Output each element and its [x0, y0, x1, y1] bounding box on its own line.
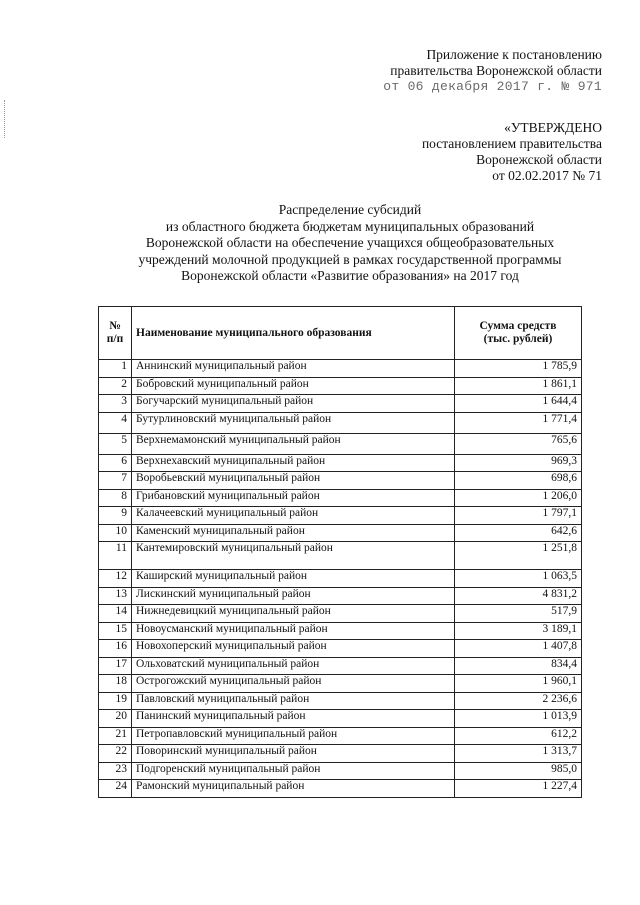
row-amount: 765,6 [455, 433, 582, 454]
row-amount: 1 785,9 [455, 360, 582, 378]
table-row [99, 692, 582, 710]
row-number: 17 [99, 657, 132, 675]
row-amount: 3 189,1 [455, 622, 582, 640]
row-amount: 1 063,5 [455, 570, 582, 588]
row-name: Поворинский муниципальный район [132, 745, 455, 763]
margin-mark [4, 100, 7, 138]
approved-line-1: «УТВЕРЖДЕНО [504, 120, 602, 135]
row-amount: 1 960,1 [455, 675, 582, 693]
row-number: 2 [99, 377, 132, 395]
header-number [99, 307, 132, 360]
table-row [99, 507, 582, 525]
row-number: 18 [99, 675, 132, 693]
row-name: Нижнедевицкий муниципальный район [132, 605, 455, 623]
table-row [99, 395, 582, 413]
row-name: Бобровский муниципальный район [132, 377, 455, 395]
row-name: Каширский муниципальный район [132, 570, 455, 588]
header-sum-line-1: Сумма средств [479, 320, 557, 332]
subsidy-table [98, 306, 582, 798]
row-amount: 1 227,4 [455, 780, 582, 798]
row-number: 22 [99, 745, 132, 763]
title-line-4: учреждений молочной продукцией в рамках государственной программы [138, 251, 562, 267]
row-name: Панинский муниципальный район [132, 710, 455, 728]
row-number: 23 [99, 762, 132, 780]
table-body [99, 360, 582, 798]
header-number-line-2: п/п [106, 333, 124, 345]
row-name: Лискинский муниципальный район [132, 587, 455, 605]
row-number: 19 [99, 692, 132, 710]
row-amount: 1 251,8 [455, 542, 582, 570]
row-number: 12 [99, 570, 132, 588]
row-number: 8 [99, 489, 132, 507]
row-name: Верхнехавский муниципальный район [132, 454, 455, 472]
row-name: Бутурлиновский муниципальный район [132, 412, 455, 433]
row-amount: 642,6 [455, 524, 582, 542]
row-name: Подгоренский муниципальный район [132, 762, 455, 780]
appendix-line-2: правительства Воронежской области [390, 63, 602, 78]
row-number: 15 [99, 622, 132, 640]
approved-line-4: от 02.02.2017 № 71 [492, 168, 602, 183]
row-number: 1 [99, 360, 132, 378]
row-amount: 4 831,2 [455, 587, 582, 605]
table-row [99, 587, 582, 605]
title-line-1: Распределение субсидий [278, 202, 422, 217]
row-amount: 834,4 [455, 657, 582, 675]
row-name: Калачеевский муниципальный район [132, 507, 455, 525]
row-name: Воробьевский муниципальный район [132, 472, 455, 490]
approved-line-3: Воронежской области [476, 152, 602, 167]
table-row [99, 780, 582, 798]
row-name: Ольховатский муниципальный район [132, 657, 455, 675]
row-number: 5 [99, 433, 132, 454]
row-amount: 969,3 [455, 454, 582, 472]
row-amount: 698,6 [455, 472, 582, 490]
row-amount: 2 236,6 [455, 692, 582, 710]
row-name: Острогожский муниципальный район [132, 675, 455, 693]
table-row [99, 727, 582, 745]
table-row [99, 710, 582, 728]
table-row [99, 675, 582, 693]
row-amount: 1 407,8 [455, 640, 582, 658]
document-title [100, 202, 600, 285]
table-row [99, 605, 582, 623]
table-row [99, 640, 582, 658]
table-header-row [99, 307, 582, 360]
title-line-3: Воронежской области на обеспечение учащихся общеобразовательных [145, 235, 555, 250]
row-number: 13 [99, 587, 132, 605]
row-number: 24 [99, 780, 132, 798]
appendix-header [383, 47, 602, 95]
table-row [99, 762, 582, 780]
row-name: Новоусманский муниципальный район [132, 622, 455, 640]
row-number: 16 [99, 640, 132, 658]
table-row [99, 524, 582, 542]
appendix-line-1: Приложение к постановлению [426, 47, 602, 62]
table-row [99, 542, 582, 570]
row-name: Петропавловский муниципальный район [132, 727, 455, 745]
row-number: 11 [99, 542, 132, 570]
row-number: 10 [99, 524, 132, 542]
row-amount: 1 206,0 [455, 489, 582, 507]
appendix-date-stamp: от 06 декабря 2017 г. № 971 [383, 79, 602, 94]
row-amount: 1 771,4 [455, 412, 582, 433]
table-row [99, 489, 582, 507]
row-name: Павловский муниципальный район [132, 692, 455, 710]
row-number: 21 [99, 727, 132, 745]
row-number: 4 [99, 412, 132, 433]
row-number: 14 [99, 605, 132, 623]
row-number: 3 [99, 395, 132, 413]
row-amount: 1 313,7 [455, 745, 582, 763]
row-number: 9 [99, 507, 132, 525]
row-name: Грибановский муниципальный район [132, 489, 455, 507]
row-number: 7 [99, 472, 132, 490]
row-amount: 985,0 [455, 762, 582, 780]
header-number-line-1: № [109, 320, 121, 332]
row-number: 6 [99, 454, 132, 472]
header-sum-line-2: (тыс. рублей) [483, 333, 553, 345]
table-row [99, 360, 582, 378]
row-number: 20 [99, 710, 132, 728]
row-amount: 1 013,9 [455, 710, 582, 728]
table-row [99, 622, 582, 640]
table-row [99, 745, 582, 763]
row-amount: 1 797,1 [455, 507, 582, 525]
row-name: Каменский муниципальный район [132, 524, 455, 542]
row-name: Рамонский муниципальный район [132, 780, 455, 798]
row-name: Кантемировский муниципальный район [132, 542, 455, 570]
approved-header [422, 120, 602, 184]
title-line-2: из областного бюджета бюджетам муниципальных образований [165, 218, 535, 234]
row-amount: 1 861,1 [455, 377, 582, 395]
table-row [99, 570, 582, 588]
row-name: Новохоперский муниципальный район [132, 640, 455, 658]
row-name: Богучарский муниципальный район [132, 395, 455, 413]
table-row [99, 454, 582, 472]
table-row [99, 377, 582, 395]
table-row [99, 657, 582, 675]
title-line-5: Воронежской области «Развитие образования» на 2017 год [181, 268, 519, 283]
row-amount: 1 644,4 [455, 395, 582, 413]
row-name: Верхнемамонский муниципальный район [132, 433, 455, 454]
header-sum [455, 307, 582, 360]
header-name: Наименование муниципального образования [132, 307, 455, 360]
table-row [99, 472, 582, 490]
table-row [99, 433, 582, 454]
table-row [99, 412, 582, 433]
approved-line-2: постановлением правительства [421, 136, 602, 151]
row-name: Аннинский муниципальный район [132, 360, 455, 378]
row-amount: 612,2 [455, 727, 582, 745]
row-amount: 517,9 [455, 605, 582, 623]
